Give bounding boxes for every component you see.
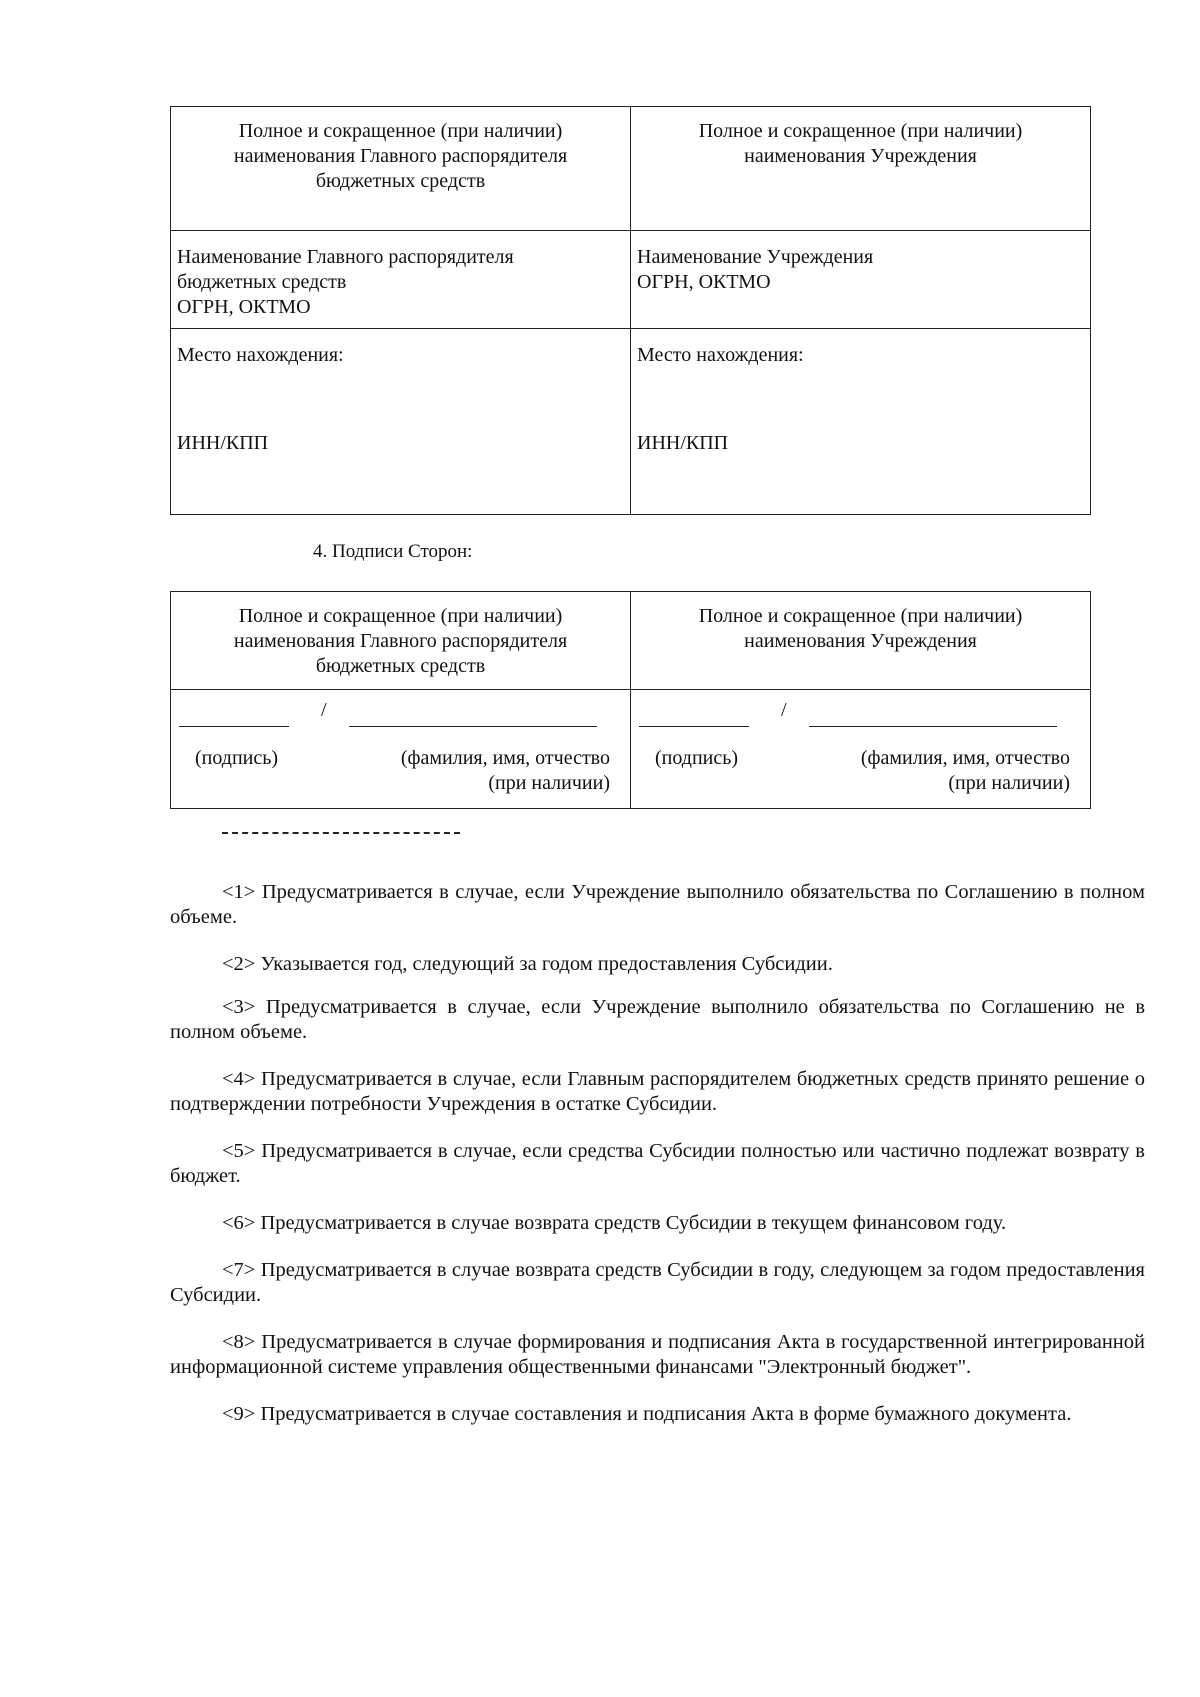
signatures-header-right: Полное и сокращенное (при наличии) наименования Учреждения [631, 592, 1091, 690]
footnote-8: <8> Предусматривается в случае формирования и подписания Акта в государственной интегрированной информационной системе управления общественными финансами "Электронный бюджет". [170, 1331, 1145, 1378]
signature-underline [179, 726, 289, 727]
signatures-table [170, 591, 1091, 809]
caption-signature: (подпись) [655, 747, 739, 769]
footnote-5: <5> Предусматривается в случае, если средства Субсидии полностью или частично подлежат возврату в бюджет. [170, 1140, 1145, 1187]
caption-signature: (подпись) [195, 747, 279, 769]
requisites-header-right: Полное и сокращенное (при наличии) наименования Учреждения [631, 107, 1091, 231]
footnote-9: <9> Предусматривается в случае составления и подписания Акта в форме бумажного документа. [222, 1403, 1072, 1425]
signatures-header-left: Полное и сокращенное (при наличии) наименования Главного распорядителя бюджетных средств [171, 592, 631, 690]
signature-captions-left [171, 736, 631, 809]
footnote-4: <4> Предусматривается в случае, если Главным распорядителем бюджетных средств принято решение о подтверждении потребности Учреждения в остатке Субсидии. [170, 1068, 1145, 1115]
footnote-separator [222, 832, 460, 834]
signature-captions-right [631, 736, 1091, 809]
signature-line-left [171, 690, 631, 737]
name-underline [349, 726, 597, 727]
footnote-3: <3> Предусматривается в случае, если Учреждение выполнило обязательства по Соглашению не в полном объеме. [170, 996, 1145, 1043]
footnote-2: <2> Указывается год, следующий за годом предоставления Субсидии. [222, 953, 833, 975]
caption-full-name: (фамилия, имя, отчество (при наличии) [860, 747, 1070, 794]
name-underline [809, 726, 1057, 727]
location-label-right: Место нахождения: [637, 344, 804, 366]
footnotes [170, 880, 1145, 1449]
location-label-left: Место нахождения: [177, 344, 344, 366]
requisites-table [170, 106, 1091, 515]
slash-separator: / [781, 699, 787, 721]
inn-kpp-right: ИНН/КПП [637, 432, 729, 454]
footnote-6: <6> Предусматривается в случае возврата средств Субсидии в текущем финансовом году. [222, 1212, 1007, 1234]
caption-full-name: (фамилия, имя, отчество (при наличии) [400, 747, 610, 794]
inn-kpp-left: ИНН/КПП [177, 432, 269, 454]
requisites-header-left: Полное и сокращенное (при наличии) наименования Главного распорядителя бюджетных средств [171, 107, 631, 231]
signatures-title: 4. Подписи Сторон: [313, 541, 473, 562]
requisites-location-right [631, 329, 1091, 515]
requisites-location-left [171, 329, 631, 515]
requisites-name-right: Наименование Учреждения ОГРН, ОКТМО [631, 231, 1091, 329]
footnote-7: <7> Предусматривается в случае возврата средств Субсидии в году, следующем за годом предоставления Субсидии. [170, 1259, 1145, 1306]
footnote-1: <1> Предусматривается в случае, если Учреждение выполнило обязательства по Соглашению в полном объеме. [170, 881, 1145, 928]
signature-line-right [631, 690, 1091, 737]
signature-underline [639, 726, 749, 727]
slash-separator: / [321, 699, 327, 721]
requisites-name-left: Наименование Главного распорядителя бюджетных средств ОГРН, ОКТМО [171, 231, 631, 329]
